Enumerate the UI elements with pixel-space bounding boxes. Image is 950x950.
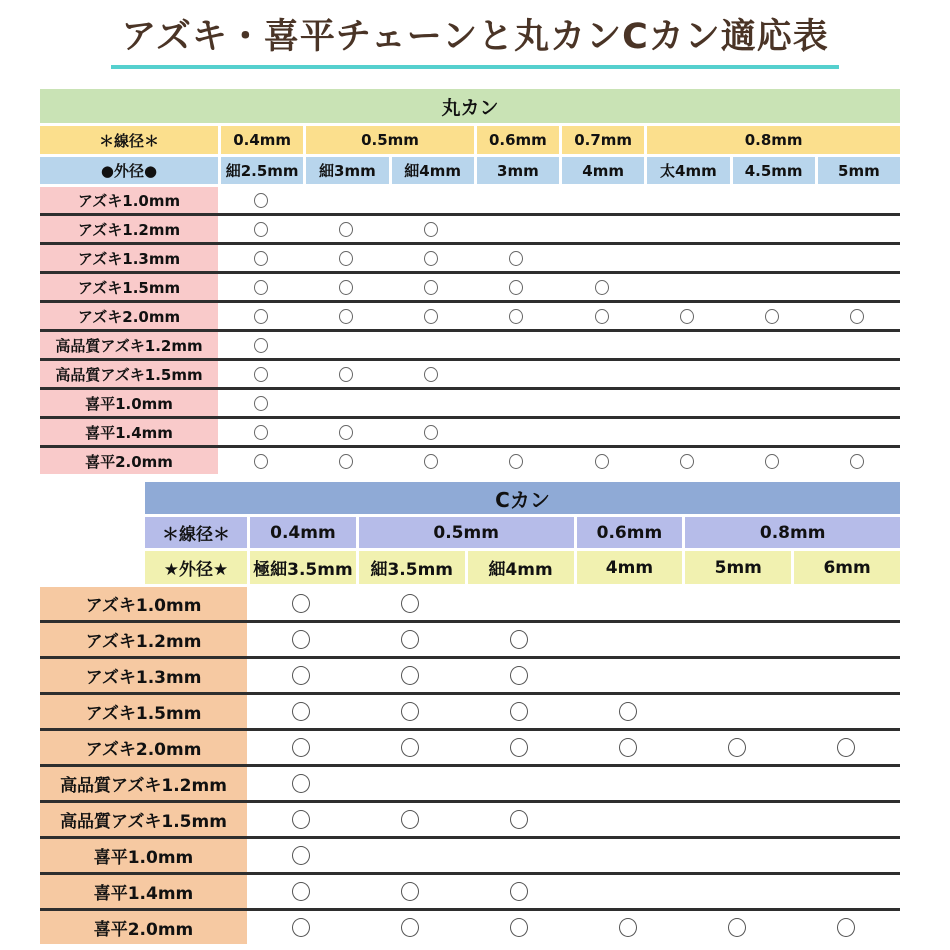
mark-cell xyxy=(815,390,900,416)
maru-kan-table xyxy=(40,89,900,474)
outer-diameter-value: 4mm xyxy=(562,157,644,184)
compat-circle-mark xyxy=(339,454,353,469)
compat-circle-mark xyxy=(850,309,864,324)
mark-cell xyxy=(389,419,474,445)
compat-circle-mark xyxy=(292,810,310,829)
mark-cell xyxy=(303,448,388,474)
mark-cell xyxy=(356,587,465,620)
mark-cell xyxy=(815,332,900,358)
mark-cell xyxy=(791,695,900,728)
compat-circle-mark xyxy=(424,367,438,382)
mark-cell xyxy=(730,419,815,445)
mark-cell xyxy=(815,361,900,387)
mark-cell xyxy=(218,245,303,271)
mark-cell xyxy=(730,274,815,300)
mark-cell xyxy=(574,731,683,764)
wire-diameter-value: 0.8mm xyxy=(647,126,900,154)
mark-cell xyxy=(247,911,356,944)
row-label: 喜平1.0mm xyxy=(40,390,218,416)
mark-cell xyxy=(644,361,729,387)
mark-cell xyxy=(682,803,791,836)
mark-cell xyxy=(559,332,644,358)
mark-cell xyxy=(730,361,815,387)
compat-circle-mark xyxy=(509,454,523,469)
mark-cell xyxy=(574,587,683,620)
table-row xyxy=(40,623,900,659)
compat-circle-mark xyxy=(850,454,864,469)
mark-cell xyxy=(465,587,574,620)
mark-cell xyxy=(644,245,729,271)
table-header-block xyxy=(145,482,900,584)
compat-circle-mark xyxy=(292,738,310,757)
row-label: アズキ1.5mm xyxy=(40,695,247,728)
outer-diameter-label: ★外径★ xyxy=(145,551,247,584)
compat-circle-mark xyxy=(509,309,523,324)
wire-diameter-label: ＊線径＊ xyxy=(40,126,218,154)
outer-diameter-value: 6mm xyxy=(794,551,900,584)
compat-circle-mark xyxy=(401,630,419,649)
mark-cell xyxy=(474,216,559,242)
mark-cell xyxy=(247,587,356,620)
wire-diameter-value: 0.5mm xyxy=(359,517,574,548)
mark-cell xyxy=(815,216,900,242)
mark-cell xyxy=(730,303,815,329)
wire-diameter-value: 0.5mm xyxy=(306,126,474,154)
mark-cell xyxy=(644,187,729,213)
mark-cell xyxy=(559,419,644,445)
compat-circle-mark xyxy=(292,594,310,613)
table-title-maru-kan: 丸カン xyxy=(40,89,900,123)
table-row xyxy=(40,419,900,448)
mark-cell xyxy=(791,875,900,908)
compat-circle-mark xyxy=(424,309,438,324)
mark-cell xyxy=(791,767,900,800)
mark-cell xyxy=(644,274,729,300)
mark-cell xyxy=(682,659,791,692)
mark-cell xyxy=(559,216,644,242)
wire-diameter-value: 0.6mm xyxy=(577,517,683,548)
outer-diameter-value: 細4mm xyxy=(392,157,474,184)
compat-circle-mark xyxy=(292,774,310,793)
mark-cell xyxy=(474,448,559,474)
outer-diameter-value: 4.5mm xyxy=(733,157,815,184)
wire-diameter-value: 0.6mm xyxy=(477,126,559,154)
mark-cell xyxy=(389,187,474,213)
outer-diameter-value: 3mm xyxy=(477,157,559,184)
mark-cell xyxy=(247,839,356,872)
compat-circle-mark xyxy=(292,918,310,937)
mark-cell xyxy=(474,187,559,213)
compat-circle-mark xyxy=(424,454,438,469)
mark-cell xyxy=(644,332,729,358)
compat-circle-mark xyxy=(728,918,746,937)
mark-cell xyxy=(218,332,303,358)
compat-circle-mark xyxy=(254,309,268,324)
mark-cell xyxy=(389,361,474,387)
mark-cell xyxy=(247,623,356,656)
compat-circle-mark xyxy=(339,251,353,266)
compat-circle-mark xyxy=(401,594,419,613)
mark-cell xyxy=(356,839,465,872)
row-label: 高品質アズキ1.5mm xyxy=(40,361,218,387)
table-row xyxy=(40,911,900,944)
table-row xyxy=(40,767,900,803)
mark-cell xyxy=(218,448,303,474)
outer-diameter-value: 太4mm xyxy=(647,157,729,184)
table-row xyxy=(40,695,900,731)
mark-cell xyxy=(247,803,356,836)
title-block xyxy=(0,0,950,69)
row-label: アズキ1.2mm xyxy=(40,216,218,242)
mark-cell xyxy=(730,216,815,242)
compat-circle-mark xyxy=(401,810,419,829)
compat-circle-mark xyxy=(837,738,855,757)
mark-cell xyxy=(218,361,303,387)
table-row xyxy=(40,875,900,911)
mark-cell xyxy=(682,875,791,908)
mark-cell xyxy=(791,911,900,944)
mark-cell xyxy=(574,803,683,836)
tables-area xyxy=(40,89,900,944)
mark-cell xyxy=(303,187,388,213)
row-label: 喜平1.4mm xyxy=(40,419,218,445)
compat-circle-mark xyxy=(728,738,746,757)
mark-cell xyxy=(559,390,644,416)
compat-circle-mark xyxy=(509,251,523,266)
compat-circle-mark xyxy=(765,454,779,469)
compat-circle-mark xyxy=(619,738,637,757)
mark-cell xyxy=(356,695,465,728)
table-row xyxy=(40,332,900,361)
mark-cell xyxy=(465,767,574,800)
table-title-c-kan: Cカン xyxy=(145,482,900,514)
mark-cell xyxy=(559,361,644,387)
mark-cell xyxy=(303,390,388,416)
outer-diameter-value: 細2.5mm xyxy=(221,157,303,184)
row-label: アズキ2.0mm xyxy=(40,303,218,329)
page-title: アズキ・喜平チェーンと丸カンCカン適応表 xyxy=(111,14,839,69)
c-kan-table xyxy=(40,482,900,944)
mark-cell xyxy=(356,875,465,908)
row-label: アズキ1.3mm xyxy=(40,659,247,692)
mark-cell xyxy=(389,274,474,300)
outer-diameter-label: ●外径● xyxy=(40,157,218,184)
compat-circle-mark xyxy=(837,918,855,937)
mark-cell xyxy=(356,731,465,764)
mark-cell xyxy=(559,245,644,271)
mark-cell xyxy=(465,875,574,908)
wire-diameter-label: ＊線径＊ xyxy=(145,517,247,548)
mark-cell xyxy=(574,911,683,944)
mark-cell xyxy=(356,803,465,836)
mark-cell xyxy=(389,216,474,242)
compat-circle-mark xyxy=(292,666,310,685)
mark-cell xyxy=(465,623,574,656)
mark-cell xyxy=(303,216,388,242)
outer-diameter-value: 4mm xyxy=(577,551,683,584)
mark-cell xyxy=(574,623,683,656)
compat-circle-mark xyxy=(254,222,268,237)
compat-circle-mark xyxy=(510,738,528,757)
row-label: 喜平1.0mm xyxy=(40,839,247,872)
mark-cell xyxy=(682,623,791,656)
outer-diameter-value: 細3mm xyxy=(306,157,388,184)
outer-diameter-value: 細3.5mm xyxy=(359,551,465,584)
mark-cell xyxy=(791,803,900,836)
mark-cell xyxy=(791,731,900,764)
mark-cell xyxy=(356,911,465,944)
mark-cell xyxy=(730,187,815,213)
row-label: アズキ1.0mm xyxy=(40,587,247,620)
table-row xyxy=(40,216,900,245)
mark-cell xyxy=(474,419,559,445)
mark-cell xyxy=(682,911,791,944)
mark-cell xyxy=(559,274,644,300)
row-label: 喜平2.0mm xyxy=(40,911,247,944)
wire-diameter-value: 0.7mm xyxy=(562,126,644,154)
mark-cell xyxy=(474,390,559,416)
mark-cell xyxy=(303,303,388,329)
wire-diameter-value: 0.8mm xyxy=(685,517,900,548)
compat-circle-mark xyxy=(401,882,419,901)
compat-circle-mark xyxy=(401,666,419,685)
compat-circle-mark xyxy=(619,702,637,721)
compat-circle-mark xyxy=(401,702,419,721)
compat-circle-mark xyxy=(401,918,419,937)
mark-cell xyxy=(303,245,388,271)
mark-cell xyxy=(730,390,815,416)
wire-diameter-value: 0.4mm xyxy=(221,126,303,154)
mark-cell xyxy=(218,303,303,329)
mark-cell xyxy=(574,659,683,692)
mark-cell xyxy=(644,419,729,445)
mark-cell xyxy=(574,839,683,872)
table-body xyxy=(40,587,900,944)
row-label: 高品質アズキ1.2mm xyxy=(40,332,218,358)
row-label: アズキ2.0mm xyxy=(40,731,247,764)
mark-cell xyxy=(644,216,729,242)
mark-cell xyxy=(574,767,683,800)
outer-diameter-value: 細4mm xyxy=(468,551,574,584)
table-row xyxy=(40,303,900,332)
compat-circle-mark xyxy=(424,251,438,266)
mark-cell xyxy=(465,659,574,692)
compat-circle-mark xyxy=(680,454,694,469)
outer-diameter-row xyxy=(40,157,900,184)
mark-cell xyxy=(218,216,303,242)
mark-cell xyxy=(815,274,900,300)
compat-circle-mark xyxy=(424,425,438,440)
compat-circle-mark xyxy=(292,846,310,865)
mark-cell xyxy=(218,419,303,445)
compat-circle-mark xyxy=(292,882,310,901)
mark-cell xyxy=(389,332,474,358)
table-row xyxy=(40,659,900,695)
mark-cell xyxy=(303,274,388,300)
wire-diameter-value: 0.4mm xyxy=(250,517,356,548)
mark-cell xyxy=(218,390,303,416)
compat-circle-mark xyxy=(339,222,353,237)
mark-cell xyxy=(682,767,791,800)
table-row xyxy=(40,274,900,303)
compat-circle-mark xyxy=(619,918,637,937)
outer-diameter-value: 5mm xyxy=(818,157,900,184)
mark-cell xyxy=(247,731,356,764)
compat-circle-mark xyxy=(510,702,528,721)
outer-diameter-row xyxy=(145,551,900,584)
row-label: アズキ1.2mm xyxy=(40,623,247,656)
mark-cell xyxy=(303,361,388,387)
mark-cell xyxy=(682,731,791,764)
outer-diameter-value: 5mm xyxy=(685,551,791,584)
mark-cell xyxy=(474,361,559,387)
compat-circle-mark xyxy=(254,425,268,440)
compat-circle-mark xyxy=(510,882,528,901)
mark-cell xyxy=(644,303,729,329)
table-row xyxy=(40,187,900,216)
compat-circle-mark xyxy=(254,251,268,266)
compat-circle-mark xyxy=(510,918,528,937)
table-body xyxy=(40,187,900,474)
mark-cell xyxy=(815,187,900,213)
compat-circle-mark xyxy=(595,309,609,324)
mark-cell xyxy=(730,332,815,358)
mark-cell xyxy=(247,695,356,728)
table-row xyxy=(40,448,900,474)
mark-cell xyxy=(218,187,303,213)
compat-circle-mark xyxy=(509,280,523,295)
mark-cell xyxy=(247,659,356,692)
outer-diameter-value: 極細3.5mm xyxy=(250,551,356,584)
mark-cell xyxy=(815,419,900,445)
mark-cell xyxy=(356,659,465,692)
compat-circle-mark xyxy=(339,367,353,382)
mark-cell xyxy=(574,875,683,908)
mark-cell xyxy=(559,187,644,213)
compat-circle-mark xyxy=(254,367,268,382)
compat-circle-mark xyxy=(254,193,268,208)
row-label: アズキ1.3mm xyxy=(40,245,218,271)
mark-cell xyxy=(303,332,388,358)
wire-diameter-row xyxy=(145,517,900,548)
table-row xyxy=(40,390,900,419)
mark-cell xyxy=(730,448,815,474)
row-label: 高品質アズキ1.5mm xyxy=(40,803,247,836)
compat-circle-mark xyxy=(595,280,609,295)
mark-cell xyxy=(389,245,474,271)
row-label: 喜平2.0mm xyxy=(40,448,218,474)
wire-diameter-row xyxy=(40,126,900,154)
compat-circle-mark xyxy=(292,630,310,649)
mark-cell xyxy=(465,911,574,944)
mark-cell xyxy=(247,875,356,908)
mark-cell xyxy=(682,587,791,620)
mark-cell xyxy=(474,274,559,300)
table-row xyxy=(40,839,900,875)
compat-circle-mark xyxy=(680,309,694,324)
mark-cell xyxy=(474,303,559,329)
mark-cell xyxy=(791,623,900,656)
row-label: 高品質アズキ1.2mm xyxy=(40,767,247,800)
table-row xyxy=(40,587,900,623)
compat-circle-mark xyxy=(424,222,438,237)
mark-cell xyxy=(218,274,303,300)
mark-cell xyxy=(682,839,791,872)
compat-circle-mark xyxy=(339,280,353,295)
mark-cell xyxy=(465,695,574,728)
compat-circle-mark xyxy=(254,280,268,295)
mark-cell xyxy=(559,303,644,329)
compat-circle-mark xyxy=(510,666,528,685)
table-row xyxy=(40,245,900,274)
compat-circle-mark xyxy=(254,454,268,469)
mark-cell xyxy=(389,303,474,329)
mark-cell xyxy=(389,448,474,474)
mark-cell xyxy=(474,332,559,358)
compat-circle-mark xyxy=(510,810,528,829)
mark-cell xyxy=(815,245,900,271)
mark-cell xyxy=(465,731,574,764)
mark-cell xyxy=(303,419,388,445)
compat-circle-mark xyxy=(254,338,268,353)
mark-cell xyxy=(356,767,465,800)
mark-cell xyxy=(247,767,356,800)
compat-circle-mark xyxy=(401,738,419,757)
mark-cell xyxy=(730,245,815,271)
compat-circle-mark xyxy=(254,396,268,411)
mark-cell xyxy=(465,839,574,872)
mark-cell xyxy=(474,245,559,271)
compat-circle-mark xyxy=(292,702,310,721)
table-row xyxy=(40,803,900,839)
compat-circle-mark xyxy=(339,425,353,440)
mark-cell xyxy=(465,803,574,836)
compat-circle-mark xyxy=(339,309,353,324)
mark-cell xyxy=(574,695,683,728)
mark-cell xyxy=(791,839,900,872)
mark-cell xyxy=(682,695,791,728)
mark-cell xyxy=(791,659,900,692)
mark-cell xyxy=(815,448,900,474)
table-row xyxy=(40,361,900,390)
mark-cell xyxy=(644,390,729,416)
compat-circle-mark xyxy=(765,309,779,324)
table-row xyxy=(40,731,900,767)
mark-cell xyxy=(791,587,900,620)
mark-cell xyxy=(559,448,644,474)
row-label: 喜平1.4mm xyxy=(40,875,247,908)
mark-cell xyxy=(644,448,729,474)
compat-circle-mark xyxy=(595,454,609,469)
mark-cell xyxy=(815,303,900,329)
mark-cell xyxy=(356,623,465,656)
row-label: アズキ1.5mm xyxy=(40,274,218,300)
row-label: アズキ1.0mm xyxy=(40,187,218,213)
compat-circle-mark xyxy=(510,630,528,649)
compat-circle-mark xyxy=(424,280,438,295)
mark-cell xyxy=(389,390,474,416)
